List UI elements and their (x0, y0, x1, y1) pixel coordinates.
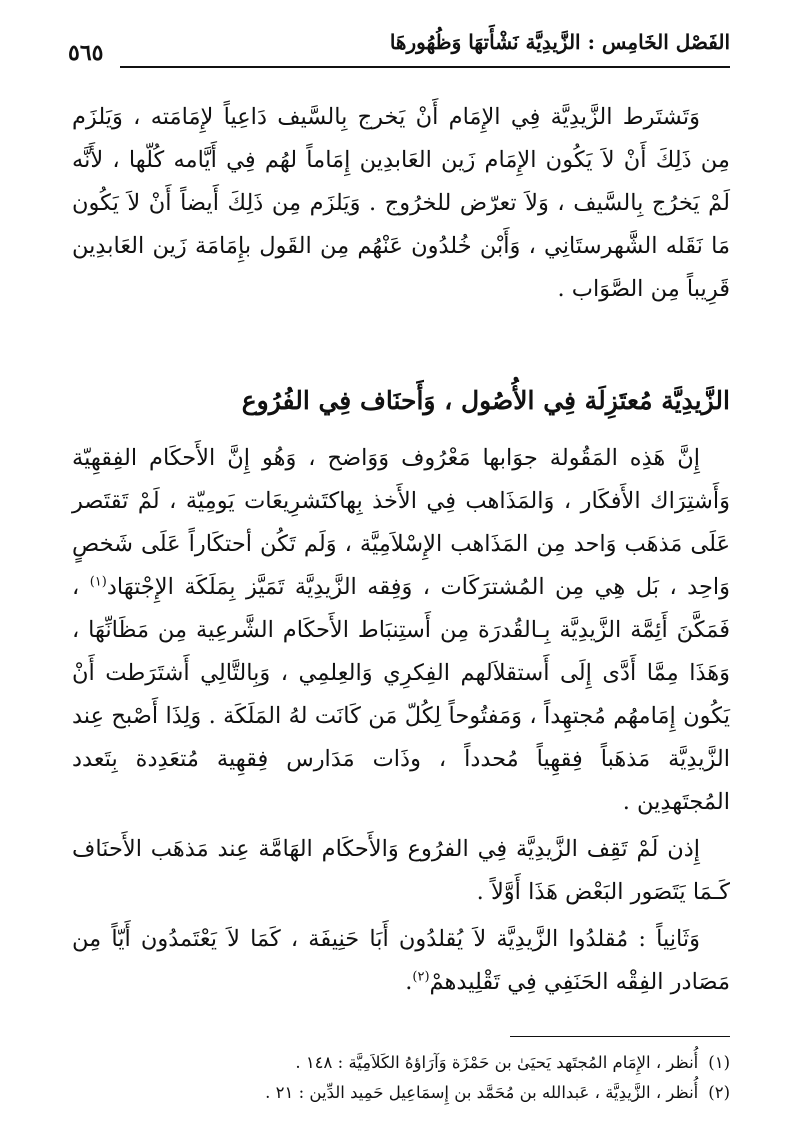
footnote-number: (١) (708, 1053, 730, 1072)
paragraph-2 (72, 437, 730, 824)
footnote-rule (510, 1036, 730, 1037)
footnote-2 (72, 1078, 730, 1108)
page-body (72, 96, 730, 1004)
footnote-number: (٢) (708, 1083, 730, 1102)
footnote-text: أُنظر ، الزَّيدِيَّة ، عَبدالله بن مُحَمَّد بن إِسمَاعِيل حَمِيد الدِّين : ٢١ . (265, 1083, 699, 1102)
paragraph-2-text-a: إِنَّ هَذِه المَقُولة جوَابها مَعْرُوف وَوَاضح ، وَهُو إِنَّ الأَحكَام الفِقهِيّة وَأَشتِرَاك الأَفكَار ، وَالمَذَاهب فِي الأَخذ بِهاكتَشرِيعَات يَومِيّة ، لَمْ تَقتَصر عَلَى مَذهَب وَاحد مِن المَذَاهب الإِسْلاَمِيَّة ، وَلَم تَكُن أحتكَاراً عَلَى شَخصٍ وَاحِد ، بَل هِي مِن المُشترَكَات ، وَفِقه الزَّيدِيَّة تَمَيَّز بِمَلَكَة الإِجْتهَاد (72, 445, 731, 600)
paragraph-2-text-b: ، فَمَكَّنَ أَئِمَّة الزَّيدِيَّة بِـالقُدرَة مِن أَستِنبَاط الأَحكَام الشَّرعِية مِن مَظَانِّهَا ، وَهَذَا مِمَّا أَدَّى إِلَى أَستقلاَلهم الفِكرِي وَالعِلمِي ، وَبِالتَّالِي أَشتَرَطت أَنْ يَكُون إِمَامهُم مُجتهِداً ، وَمَفتُوحاً لِكُلّ مَن كَانَت لهُ المَلَكَة . وَلِذَا أَصْبح عِند الزَّيدِيَّة مَذهَباً فِقهِياً مُحدداً ، وذَات مَدَارس فِقهِية مُتعَدِدة بِتَعدد المُجتَهدِين . (72, 574, 730, 815)
paragraph-4-text-a: وَثَانِياً : مُقلدُوا الزَّيدِيَّة لاَ يُقلدُون أَبَا حَنِيفَة ، كَمَا لاَ يَعْتَمدُون أَيّاً مِن مَصَادر الفِقْه الحَنَفِي فِي تَقْلِيدهمْ (72, 926, 730, 995)
footnote-1 (72, 1048, 730, 1078)
paragraph-1: وَتَشتَرط الزَّيدِيَّة فِي الإِمَام أَنْ يَخرج بِالسَّيف دَاعِياً لإِمَامَته ، وَيَلزَم مِن ذَلِكَ أَنْ لاَ يَكُون الإِمَام زَين العَابدِين إِمَاماً لهُم فِي أَيَّامه كُلّها ، لأَنَّه لَمْ يَخرُج بِالسَّيف ، وَلاَ تعرّض للخرُوج . وَيَلزَم مِن ذَلِكَ أَيضاً أَنْ لاَ يَكُون مَا نَقَله الشَّهرستَانِي ، وَأَبْن خُلدُون عَنْهُم مِن القَول بإِمَامَة زَين العَابدِين قَرِيباً مِن الصَّوَاب . (72, 104, 730, 302)
footnote-ref-1[interactable]: (١) (89, 574, 107, 590)
footnotes (72, 1048, 730, 1108)
paragraph-4 (72, 918, 730, 1004)
page-number: ٥٦٥ (68, 40, 104, 66)
page-header (68, 30, 730, 70)
paragraph-3: إِذن لَمْ تَقِف الزَّيدِيَّة فِي الفرُوع وَالأَحكَام الهَامَّة عِند مَذهَب الأَحنَاف كَـمَا يَتَصَور البَعْض هَذَا أَوَّلاً . (72, 836, 730, 905)
chapter-title: الفَصْل الخَامِس : الزَّيدِيَّة نَشْأَتهَا وَظُهُورهَا (389, 30, 730, 54)
header-rule (120, 66, 730, 68)
paragraph-4-text-b: . (405, 969, 413, 995)
section-heading: الزَّيدِيَّة مُعتَزِلَة فِي الأُصُول ، وَأَحنَاف فِي الفُرُوع (241, 386, 730, 415)
footnote-text: أُنظر ، الإِمَام المُجتَهد يَحيَىٰ بن حَمْزَة وَآرَاؤهُ الكَلاَمِيَّة : ١٤٨ . (295, 1053, 699, 1072)
footnote-ref-2[interactable]: (٢) (412, 969, 430, 985)
